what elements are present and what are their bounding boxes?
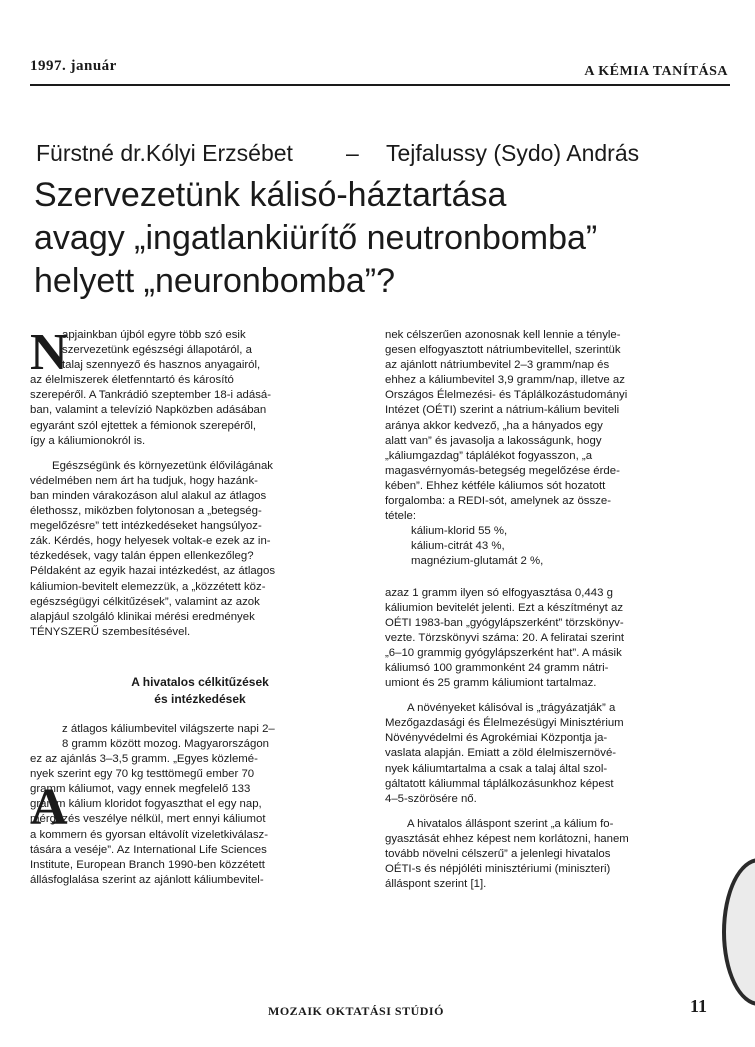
article-authors: [36, 140, 726, 170]
paragraph: [385, 817, 727, 892]
author-2: Tejfalussy (Sydo) András: [386, 140, 640, 166]
text-line: OÉTI 1983-ban „gyógylápszerként” törzskönyv-: [385, 616, 624, 629]
text-line: gramm káliumot, vagy ennek megfelelő 133: [30, 783, 251, 796]
text-line: A növényeket kálisóval is „trágyázatják” a: [407, 702, 616, 715]
text-line: a kommern és gyorsan eltávolít vizeletkiválasz-: [30, 828, 269, 841]
text-line: „káliumgazdag” táplálékot fogyasszon, „a: [385, 449, 593, 462]
spacer: [30, 640, 370, 674]
text-line: nyek káliumtartalma a csak a talaj által szol-: [385, 762, 608, 775]
text-line: állásfoglalása szerint az ajánlott káliumbevitel-: [30, 873, 264, 886]
spacer: [385, 691, 727, 701]
text-line: az élelmiszerek életfenntartó és károsító: [30, 374, 234, 387]
paragraph: [30, 459, 370, 640]
text-line: az ajánlott nátriumbevitel 2–3 gramm/nap és: [385, 359, 610, 372]
text-line: tézkedések, vagy talán éppen ellenkezőleg?: [30, 550, 254, 563]
header-date: 1997. január: [30, 58, 117, 74]
text-line: Példaként az egyik hazai intézkedést, az átlagos: [30, 565, 276, 578]
text-line: Országos Élelmezési- és Táplálkozástudományi: [385, 389, 628, 402]
text-line: szervezetünk egészségi állapotáról, a: [62, 344, 252, 357]
left-column: [30, 324, 370, 888]
text-line: alatt van” és javasolja a lakosságunk, hogy: [385, 434, 602, 447]
text-line: élethossz, miközben folytonosan a „betegség-: [30, 505, 262, 518]
title-line: helyett „neuronbomba”?: [34, 262, 396, 300]
author-1: Fürstné dr.Kólyi Erzsébet: [36, 140, 293, 166]
text-line: azaz 1 gramm ilyen só elfogyasztása 0,443 g: [385, 586, 613, 599]
composition-item: kálium-klorid 55 %,: [411, 525, 508, 538]
text-line: gramm kálium kloridot fogyaszthat el egy nap,: [30, 798, 262, 811]
text-line: alapjául szolgáló klinikai mérési eredmények: [30, 610, 255, 623]
text-line: „6–10 grammig gyógylápszerként hat”. A másik: [385, 646, 622, 659]
text-line: umiont és 25 gramm káliumiont tartalmaz.: [385, 677, 597, 690]
text-line: tovább növelni célszerű” a jelenlegi hivatalos: [385, 848, 611, 860]
text-line: gesen elfogyasztott nátriumbevitellel, szerintük: [385, 344, 621, 357]
text-line: egyaránt szól ejtettek a fémionok szerepéről,: [30, 419, 257, 432]
text-line: nek célszerűen azonosnak kell lennie a tényle-: [385, 329, 621, 341]
text-line: vaslata alapján. Emiatt a zöld élelmiszernövé-: [385, 747, 617, 760]
text-line: megelőzésre” tett intézkedéseket hangsúlyoz-: [30, 520, 262, 533]
text-line: Mezőgazdasági és Élelmezésügyi Minisztérium: [385, 717, 624, 730]
text-line: 8 gramm között mozog. Magyarországon: [62, 737, 270, 750]
text-line: Növényvédelmi és Agrokémiai Központja ja-: [385, 732, 608, 745]
text-line: ez az ajánlás 3–3,5 gramm. „Egyes közlemé-: [30, 753, 258, 766]
text-line: gyasztását ehhez képest nem korlátozni, hanem: [385, 832, 629, 845]
text-line: védelmében nem árt ha tudjuk, hogy hazánk-: [30, 474, 258, 487]
drop-cap: A: [30, 779, 68, 836]
header-rule: [30, 84, 730, 86]
running-header: [30, 58, 730, 80]
text-line: káliumion-bevitelt elemezzük, a „közzétett köz-: [30, 580, 266, 593]
text-line: nyek szerint egy 70 kg testtömegű ember 70: [30, 768, 255, 781]
drop-cap: N: [30, 324, 68, 381]
author-separator: –: [346, 140, 359, 166]
text-line: szerepéről. A Tankrádió szeptember 18-i adásá-: [30, 389, 272, 402]
text-line: így a káliumionokról is.: [30, 434, 146, 447]
page-number: 11: [690, 996, 708, 1016]
spacer: [30, 708, 370, 722]
article-title: [34, 174, 724, 303]
paragraph: [385, 328, 727, 524]
text-line: káliumion bevitelét jelenti. Ezt a készítményt az: [385, 601, 624, 614]
right-column: [385, 328, 727, 892]
text-line: Intézet (OÉTI) szerint a nátrium-kálium beviteli: [385, 404, 620, 417]
text-line: 4–5-szörösére nő.: [385, 792, 477, 805]
text-line: tására a veséje”. Az International Life Sciences: [30, 843, 267, 856]
text-line: zák. Kérdés, hogy helyesek voltak-e ezek az in-: [30, 535, 271, 548]
spacer: [385, 570, 727, 586]
text-line: ban minden várakozáson alul alakul az átlagos: [30, 489, 267, 502]
composition-item: kálium-citrát 43 %,: [411, 540, 505, 553]
text-line: kében”. Ehhez kétféle káliumos sót hozatott: [385, 479, 606, 492]
composition-list: [385, 524, 727, 569]
text-line: ehhez a káliumbevitel 3,9 gramm/nap, illetve az: [385, 374, 625, 387]
text-line: ban, valamint a televízió Napközben adásában: [30, 404, 267, 417]
text-line: káliumsó 100 grammonként 24 gramm nátri-: [385, 661, 609, 674]
text-line: magasvérnyomás-betegség megelőzése érde-: [385, 464, 620, 477]
text-line: talaj szennyező és hasznos anyagairól,: [62, 359, 261, 372]
text-line: A hivatalos álláspont szerint „a kálium fo-: [407, 817, 614, 830]
spacer: [385, 807, 727, 817]
text-line: Egészségünk és környezetünk élővilágának: [52, 459, 273, 472]
text-line: vezte. Törzskönyvi száma: 20. A feliratai szerint: [385, 631, 625, 644]
footer-publisher: MOZAIK OKTATÁSI STÚDIÓ: [268, 1004, 444, 1018]
composition-item: magnézium-glutamát 2 %,: [411, 555, 544, 568]
header-journal-title: A KÉMIA TANÍTÁSA: [584, 64, 728, 79]
text-line: aránya akkor kedvező, „ha a hányados egy: [385, 419, 603, 432]
text-line: mérgezés veszélye nélkül, mert ennyi káliumot: [30, 813, 266, 826]
title-line: avagy „ingatlankiürítő neutronbomba”: [34, 219, 598, 257]
text-line: TÉNYSZERŰ szembesítésével.: [30, 625, 191, 638]
text-line: egészségügyi célkitűzések”, valamint az azok: [30, 595, 260, 608]
text-line: Institute, European Branch 1990-ben közzétett: [30, 858, 265, 871]
paragraph: [30, 722, 370, 888]
text-line: apjainkban újból egyre több szó esik: [62, 329, 246, 341]
text-line: OÉTI-s és népjóléti minisztériumi (miniszteri): [385, 863, 611, 876]
text-line: tétele:: [385, 510, 417, 523]
text-line: gáltatott káliummal táplálkozásunkhoz képest: [385, 777, 614, 790]
paragraph: [385, 586, 727, 692]
text-line: z átlagos káliumbevitel világszerte napi 2–: [62, 722, 275, 735]
paragraph: [385, 701, 727, 807]
text-line: forgalomba: a REDI-sót, amelynek az össze-: [385, 495, 612, 508]
title-line: Szervezetünk kálisó-háztartása: [34, 176, 507, 214]
section-subheading: A hivatalos célkitűzések: [131, 674, 269, 689]
section-subheading: és intézkedések: [154, 691, 246, 706]
paragraph: [30, 324, 370, 449]
spacer: [30, 449, 370, 459]
text-line: álláspont szerint [1].: [385, 878, 487, 891]
